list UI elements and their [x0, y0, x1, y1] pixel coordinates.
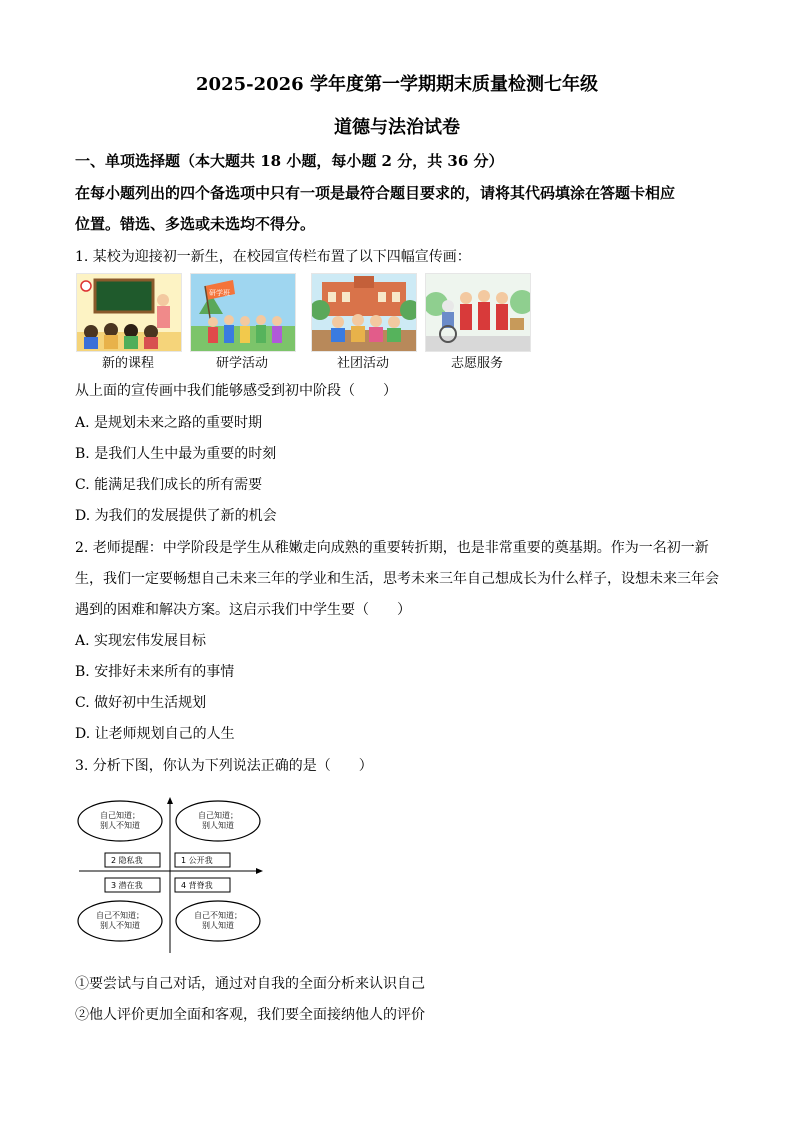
- self-awareness-diagram: [75, 795, 265, 955]
- box-private-self-label: 2 隐私我: [111, 856, 143, 865]
- vertical-axis-arrow: [167, 797, 173, 804]
- box-blind-self-label: 4 背脊我: [181, 881, 213, 890]
- flag-label: 研学班: [209, 289, 230, 297]
- club-activity-illustration: [311, 273, 417, 352]
- ellipse-4-line-1: 自己不知道；: [194, 911, 242, 920]
- section-instructions-2: 位置。错选、多选或未选均不得分。: [75, 215, 316, 233]
- q2-option-a: A. 实现宏伟发展目标: [75, 633, 207, 649]
- q1-option-a: A. 是规划未来之路的重要时期: [75, 415, 263, 431]
- ellipse-2-line-2: 别人知道: [202, 821, 234, 830]
- study-trip-illustration: [190, 273, 296, 352]
- box-potential-self-label: 3 潜在我: [111, 881, 143, 890]
- section-heading: 一、单项选择题（本大题共 18 小题，每小题 2 分，共 36 分）: [75, 152, 504, 170]
- caption-volunteer-service: 志愿服务: [450, 356, 503, 371]
- ellipse-3-line-1: 自己不知道；: [96, 911, 144, 920]
- exam-subtitle: 道德与法治试卷: [334, 117, 460, 138]
- q3-statement-1: ①要尝试与自己对话，通过对自我的全面分析来认识自己: [75, 976, 425, 992]
- q2-stem-line-3: 遇到的困难和解决方案。这启示我们中学生要（ ）: [75, 602, 411, 618]
- q1-option-b: B. 是我们人生中最为重要的时刻: [75, 446, 277, 462]
- ellipse-2-line-1: 自己知道；: [198, 811, 238, 820]
- q1-stem: 1. 某校为迎接初一新生，在校园宣传栏布置了以下四幅宣传画：: [75, 249, 471, 265]
- q1-option-c: C. 能满足我们成长的所有需要: [75, 477, 263, 493]
- caption-study-trip: 研学活动: [215, 356, 268, 371]
- q2-stem-line-1: 2. 老师提醒：中学阶段是学生从稚嫩走向成熟的重要转折期，也是非常重要的奠基期。作为一名初一新: [75, 540, 709, 556]
- q2-option-c: C. 做好初中生活规划: [75, 695, 207, 711]
- ellipse-3-line-2: 别人不知道: [100, 921, 140, 930]
- q2-stem-line-2: 生，我们一定要畅想自己未来三年的学业和生活，思考未来三年自己想成长为什么样子，设想未来三年会: [75, 571, 719, 587]
- ellipse-4-line-2: 别人知道: [202, 921, 234, 930]
- ellipse-1-line-1: 自己知道；: [100, 811, 140, 820]
- box-open-self-label: 1 公开我: [181, 856, 213, 865]
- caption-new-courses: 新的课程: [101, 356, 154, 371]
- q1-question: 从上面的宣传画中我们能够感受到初中阶段（ ）: [75, 383, 397, 399]
- volunteer-service-illustration: [425, 273, 531, 352]
- exam-title: 2025-2026 学年度第一学期期末质量检测七年级: [196, 74, 598, 95]
- q1-option-d: D. 为我们的发展提供了新的机会: [75, 508, 277, 524]
- q3-stem: 3. 分析下图，你认为下列说法正确的是（ ）: [75, 758, 373, 774]
- caption-club-activity: 社团活动: [336, 356, 389, 371]
- section-instructions-1: 在每小题列出的四个备选项中只有一项是最符合题目要求的，请将其代码填涂在答题卡相应: [75, 184, 676, 202]
- q2-option-b: B. 安排好未来所有的事情: [75, 664, 235, 680]
- q3-statement-2: ②他人评价更加全面和客观，我们要全面接纳他人的评价: [75, 1007, 425, 1023]
- classroom-illustration: [76, 273, 182, 352]
- horizontal-axis-arrow: [256, 868, 263, 874]
- ellipse-1-line-2: 别人不知道: [100, 821, 140, 830]
- q2-option-d: D. 让老师规划自己的人生: [75, 726, 235, 742]
